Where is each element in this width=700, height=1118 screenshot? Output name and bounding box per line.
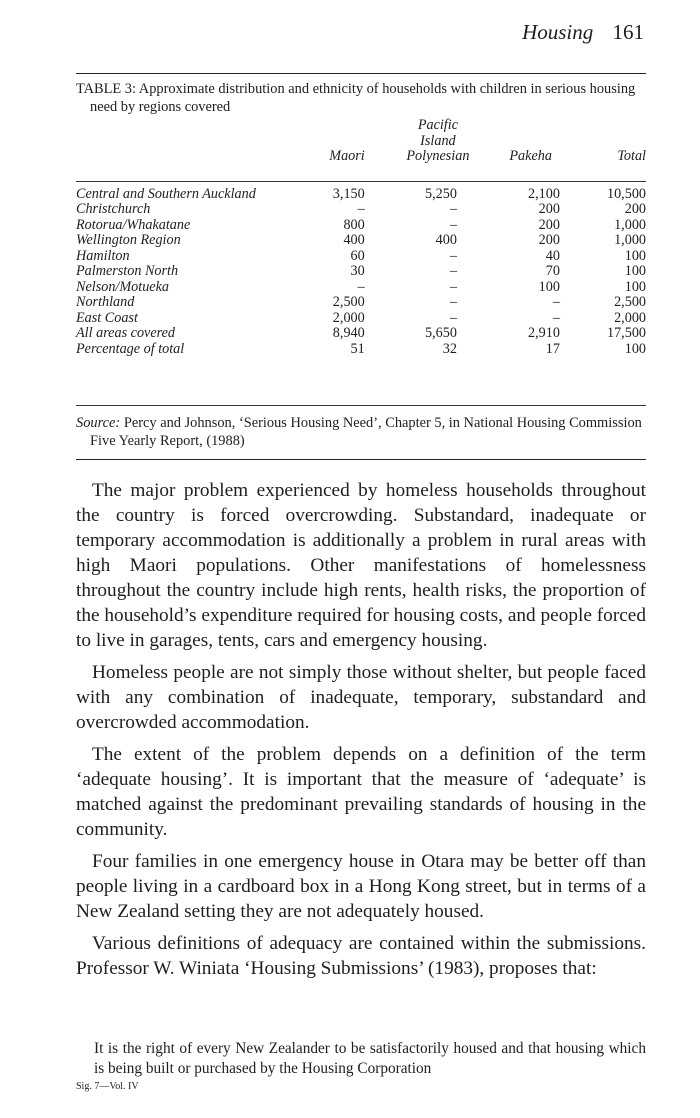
maori-cell: 2,000 [332, 309, 365, 326]
pacific-cell: – [449, 247, 457, 264]
table-row [76, 218, 646, 234]
pakeha-cell: 200 [538, 201, 560, 217]
pacific-cell: – [449, 263, 457, 279]
table-body [76, 174, 646, 358]
pakeha-cell: 2,100 [528, 185, 560, 202]
table-row [76, 280, 646, 296]
paragraph: The extent of the problem depends on a definition of the term ‘adequate housing’. It is important that the measure of ‘adequate’ is matched against the predominant prevailing standards of housing in the community. [76, 744, 646, 840]
table-row [76, 249, 646, 265]
header-divider-rule [76, 181, 646, 182]
region-cell: Wellington Region [76, 232, 181, 248]
table-source [76, 414, 646, 450]
maori-cell: 60 [350, 247, 365, 264]
table-end-rule [76, 459, 646, 460]
pakeha-cell: 100 [538, 278, 560, 295]
table-row [76, 264, 646, 280]
region-cell: Hamilton [76, 247, 130, 264]
maori-cell: 3,150 [332, 185, 365, 202]
pacific-cell: 32 [442, 340, 457, 357]
paragraph: Four families in one emergency house in Otara may be better off than people living in a cardboard box in a Hong Kong street, but in terms of a New Zealand setting they are not adequately housed. [76, 851, 646, 922]
pakeha-cell: 2,910 [528, 325, 560, 341]
maori-cell: – [357, 278, 365, 295]
paragraph: Homeless people are not simply those without shelter, but people faced with any combination of inadequate, temporary, substandard and overcrowded accommodation. [76, 662, 646, 733]
maori-cell: 51 [350, 340, 365, 357]
table-row [76, 326, 646, 342]
page-number: 161 [612, 20, 644, 44]
column-header-pakeha: Pakeha [509, 148, 552, 164]
pacific-cell: – [449, 216, 457, 233]
region-column-header [76, 118, 299, 174]
section-title: Housing [522, 20, 594, 44]
pacific-cell: – [449, 309, 457, 326]
maori-cell: 8,940 [332, 325, 365, 341]
table-row [76, 311, 646, 327]
table-row [76, 202, 646, 218]
region-cell: Christchurch [76, 201, 151, 217]
total-cell: 17,500 [606, 325, 646, 341]
paragraph: The major problem experienced by homeless households throughout the country is forced overcrowding. Substandard, inadequate or temporary accommodation is additionally a problem in rural areas with high Maori populations. Other manifestations of homelessness throughout the country include high rents, health risks, the proportion of the household’s expenditure required for housing costs, and people forced to live in garages, tents, cars and emergency housing. [76, 480, 646, 651]
body-text [76, 478, 646, 988]
column-header-maori: Maori [329, 148, 365, 164]
maori-cell: – [357, 201, 365, 217]
table-caption: TABLE 3: Approximate distribution and ethnicity of households with children in serious housing need by regions covered [76, 81, 636, 115]
region-cell: Rotorua/Whakatane [76, 216, 191, 233]
total-cell: 100 [624, 278, 646, 295]
pacific-cell: – [449, 294, 457, 310]
total-cell: 1,000 [614, 232, 646, 248]
pakeha-cell: 70 [545, 263, 560, 279]
pakeha-cell: – [552, 294, 560, 310]
source-label: Source: [76, 415, 121, 431]
paragraph: Various definitions of adequacy are contained within the submissions. Professor W. Winiata ‘Housing Submissions’ (1983), proposes that: [76, 933, 646, 979]
total-cell: 100 [624, 263, 646, 279]
total-cell: 10,500 [606, 185, 646, 202]
page-header [522, 20, 644, 45]
table-row [76, 174, 646, 203]
pacific-cell: – [449, 278, 457, 295]
data-table [76, 118, 646, 357]
source-text: Percy and Johnson, ‘Serious Housing Need’, Chapter 5, in National Housing Commission Five Yearly Report, (1988) [90, 415, 642, 449]
table-header-row [76, 118, 646, 174]
total-cell: 2,500 [614, 294, 646, 310]
table-bottom-rule [76, 405, 646, 406]
pacific-cell: – [449, 201, 457, 217]
column-header-total: Total [617, 148, 646, 164]
region-cell: Central and Southern Auckland [76, 185, 256, 202]
region-cell: Northland [76, 294, 135, 310]
total-cell: 2,000 [614, 309, 646, 326]
total-cell: 1,000 [614, 216, 646, 233]
region-cell: Nelson/Motueka [76, 278, 169, 295]
table-top-rule [76, 73, 646, 74]
pakeha-cell: 200 [538, 216, 560, 233]
maori-cell: 400 [343, 232, 365, 248]
table-row [76, 233, 646, 249]
pacific-cell: 5,650 [424, 325, 457, 341]
maori-cell: 2,500 [332, 294, 365, 310]
column-header-pacific-text: Pacific Island Polynesian [406, 117, 470, 164]
pakeha-cell: 40 [545, 247, 560, 264]
pakeha-cell: 17 [545, 340, 560, 357]
table-row [76, 342, 646, 358]
column-header-pacific [365, 118, 469, 174]
table-row [76, 295, 646, 311]
pakeha-cell: 200 [538, 232, 560, 248]
pacific-cell: 5,250 [424, 185, 457, 202]
region-cell: Palmerston North [76, 263, 179, 279]
page-footer: Sig. 7—Vol. IV [76, 1081, 139, 1092]
total-cell: 100 [624, 340, 646, 357]
total-cell: 200 [624, 201, 646, 217]
block-quote: It is the right of every New Zealander to be satisfactorily housed and that housing which is being built or purchased by the Housing Corporation [94, 1040, 646, 1077]
total-cell: 100 [624, 247, 646, 264]
pacific-cell: 400 [435, 232, 457, 248]
maori-cell: 800 [343, 216, 365, 233]
region-cell: Percentage of total [76, 340, 185, 357]
pakeha-cell: – [552, 309, 560, 326]
maori-cell: 30 [350, 263, 365, 279]
region-cell: All areas covered [76, 325, 176, 341]
region-cell: East Coast [76, 309, 138, 326]
